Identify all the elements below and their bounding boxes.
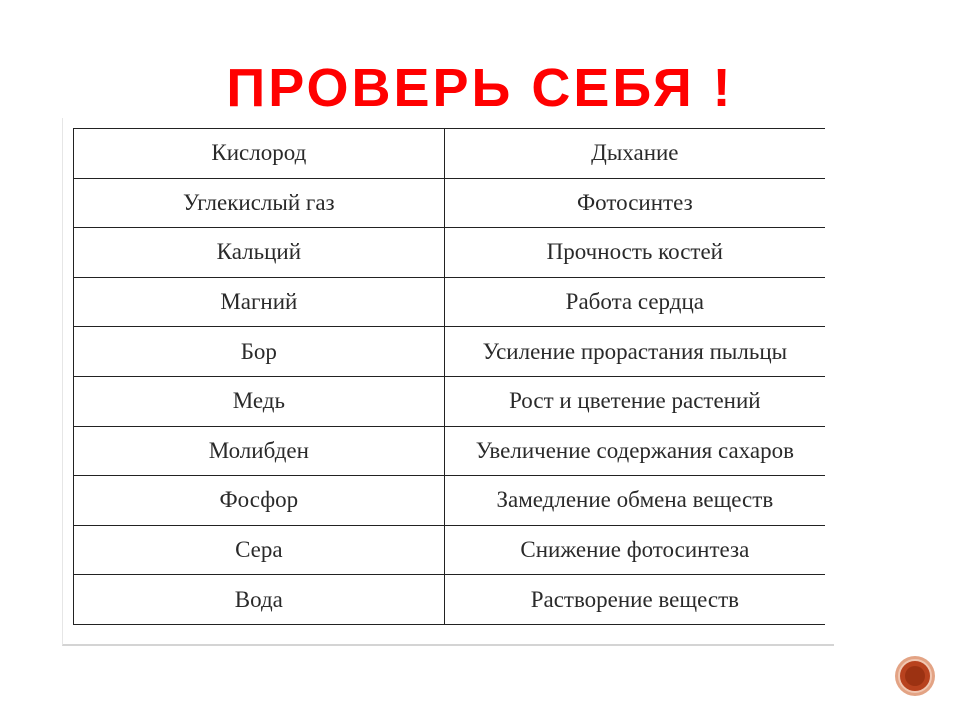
table-cell-element: Бор [74, 327, 445, 377]
table-cell-function: Увеличение содержания сахаров [444, 426, 825, 476]
table-cell-function: Работа сердца [444, 277, 825, 327]
table-cell-function: Растворение веществ [444, 575, 825, 625]
table-cell-element: Кислород [74, 129, 445, 179]
answer-table [73, 128, 825, 625]
table-row [74, 228, 826, 278]
table-cell-element: Фосфор [74, 476, 445, 526]
table-cell-function: Дыхание [444, 129, 825, 179]
table-cell-element: Вода [74, 575, 445, 625]
table-row [74, 525, 826, 575]
table-cell-function: Замедление обмена веществ [444, 476, 825, 526]
table-cell-function: Фотосинтез [444, 178, 825, 228]
circle-badge-core [905, 666, 925, 686]
table-row [74, 575, 826, 625]
answer-table-image [62, 118, 834, 646]
table-cell-element: Сера [74, 525, 445, 575]
table-row [74, 376, 826, 426]
table-cell-element: Молибден [74, 426, 445, 476]
table-row [74, 129, 826, 179]
table-cell-element: Углекислый газ [74, 178, 445, 228]
table-row [74, 277, 826, 327]
slide-title: ПРОВЕРЬ СЕБЯ ! [226, 58, 734, 118]
table-row [74, 476, 826, 526]
table-cell-element: Магний [74, 277, 445, 327]
circle-badge-ring [898, 659, 932, 693]
table-cell-function: Усиление прорастания пыльцы [444, 327, 825, 377]
table-row [74, 327, 826, 377]
table-cell-function: Рост и цветение растений [444, 376, 825, 426]
circle-badge-icon [895, 656, 935, 696]
table-row [74, 178, 826, 228]
table-cell-element: Кальций [74, 228, 445, 278]
table-cell-function: Прочность костей [444, 228, 825, 278]
table-row [74, 426, 826, 476]
table-cell-element: Медь [74, 376, 445, 426]
table-cell-function: Снижение фотосинтеза [444, 525, 825, 575]
